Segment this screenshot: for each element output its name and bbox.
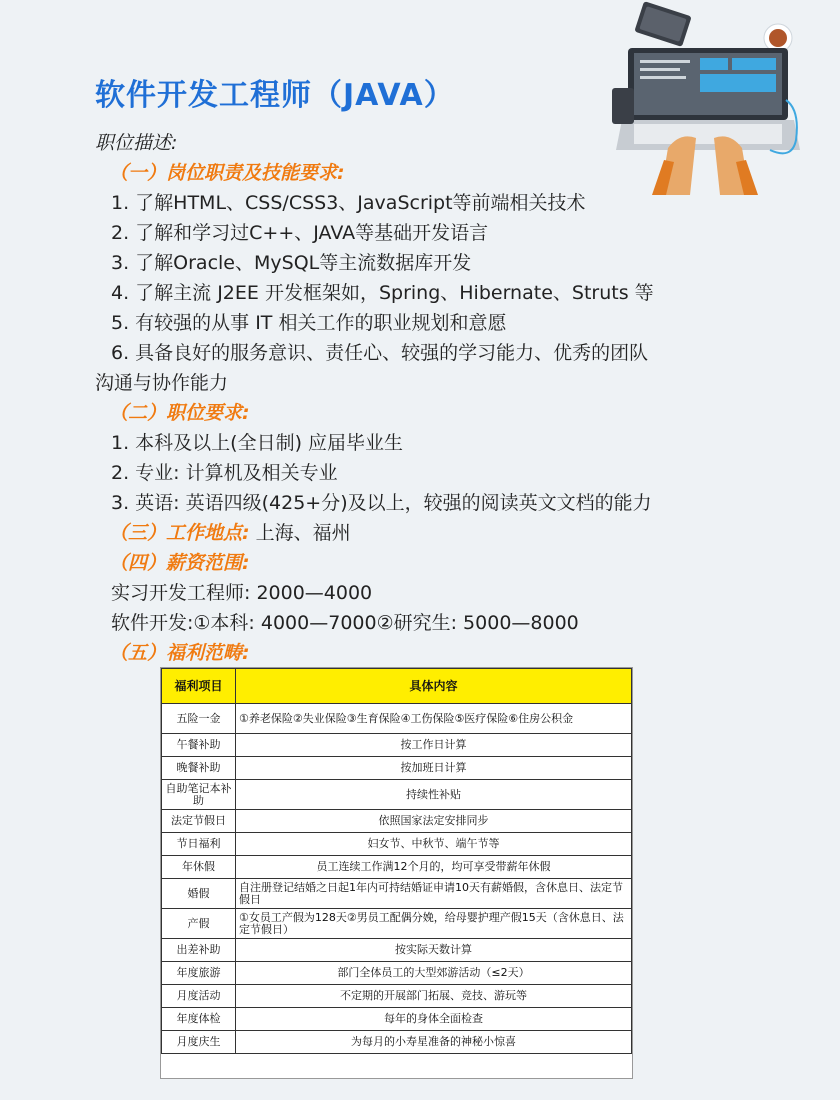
benefit-item: 婚假 <box>162 879 236 909</box>
benefit-content: 按实际天数计算 <box>236 939 632 962</box>
benefit-content: 不定期的开展部门拓展、竞技、游玩等 <box>236 985 632 1008</box>
benefit-content: 部门全体员工的大型郊游活动（≤2天） <box>236 962 632 985</box>
table-row <box>162 879 632 909</box>
job-description-heading: 职位描述: <box>95 132 178 154</box>
page-title: 软件开发工程师（JAVA） <box>95 78 455 113</box>
table-row <box>162 962 632 985</box>
benefit-item: 法定节假日 <box>162 810 236 833</box>
benefit-content: 按工作日计算 <box>236 734 632 757</box>
job-description <box>95 128 735 668</box>
section-location-heading: （三）工作地点: <box>109 522 250 544</box>
benefit-content: 员工连续工作满12个月的，均可享受带薪年休假 <box>236 856 632 879</box>
location-value: 上海、福州 <box>249 522 351 544</box>
duty-item: 3. 了解Oracle、MySQL等主流数据库开发 <box>111 252 472 274</box>
benefit-item: 五险一金 <box>162 704 236 734</box>
benefit-content: 每年的身体全面检查 <box>236 1008 632 1031</box>
benefit-item: 午餐补助 <box>162 734 236 757</box>
table-row <box>162 780 632 810</box>
duty-item: 5. 有较强的从事 IT 相关工作的职业规划和意愿 <box>111 312 507 334</box>
section-location <box>95 518 735 548</box>
table-row <box>162 1031 632 1054</box>
benefit-item: 产假 <box>162 909 236 939</box>
benefit-item: 月度活动 <box>162 985 236 1008</box>
table-row <box>162 856 632 879</box>
section-duties-heading: （一）岗位职责及技能要求: <box>109 162 345 184</box>
duty-item: 1. 了解HTML、CSS/CSS3、JavaScript等前端相关技术 <box>111 192 586 214</box>
benefit-content: 妇女节、中秋节、端午节等 <box>236 833 632 856</box>
benefit-item: 自助笔记本补助 <box>162 780 236 810</box>
requirement-item: 2. 专业: 计算机及相关专业 <box>111 462 338 484</box>
benefit-content: ①女员工产假为128天②男员工配偶分娩，给母婴护理产假15天（含休息日、法定节假日） <box>236 909 632 939</box>
benefit-content: 依照国家法定安排同步 <box>236 810 632 833</box>
benefits-table <box>160 667 633 1079</box>
duty-item: 4. 了解主流 J2EE 开发框架如，Spring、Hibernate、Struts 等 <box>111 282 654 304</box>
benefit-content: 按加班日计算 <box>236 757 632 780</box>
table-row <box>162 704 632 734</box>
duty-item-continued: 沟通与协作能力 <box>95 372 229 394</box>
duty-item: 6. 具备良好的服务意识、责任心、较强的学习能力、优秀的团队 <box>111 342 649 364</box>
requirement-item: 3. 英语: 英语四级(425+分)及以上，较强的阅读英文文档的能力 <box>111 492 652 514</box>
benefit-item: 月度庆生 <box>162 1031 236 1054</box>
duty-item: 2. 了解和学习过C++、JAVA等基础开发语言 <box>111 222 489 244</box>
table-row <box>162 757 632 780</box>
section-benefits-heading: （五）福利范畴: <box>109 642 250 664</box>
benefit-content: 为每月的小寿星准备的神秘小惊喜 <box>236 1031 632 1054</box>
salary-item: 软件开发:①本科: 4000—7000②研究生: 5000—8000 <box>111 612 579 634</box>
table-row <box>162 909 632 939</box>
benefit-item: 出差补助 <box>162 939 236 962</box>
benefit-content: 自注册登记结婚之日起1年内可持结婚证申请10天有薪婚假，含休息日、法定节假日 <box>236 879 632 909</box>
table-row <box>162 810 632 833</box>
table-row <box>162 734 632 757</box>
section-requirements-heading: （二）职位要求: <box>109 402 250 424</box>
table-row <box>162 939 632 962</box>
table-row <box>162 985 632 1008</box>
section-salary-heading: （四）薪资范围: <box>109 552 250 574</box>
benefit-content: ①养老保险②失业保险③生育保险④工伤保险⑤医疗保险⑥住房公积金 <box>236 704 632 734</box>
benefit-item: 晚餐补助 <box>162 757 236 780</box>
benefit-content: 持续性补贴 <box>236 780 632 810</box>
salary-item: 实习开发工程师: 2000—4000 <box>111 582 373 604</box>
table-row <box>162 1008 632 1031</box>
table-header-item: 福利项目 <box>162 669 236 704</box>
benefit-item: 节日福利 <box>162 833 236 856</box>
benefit-item: 年度旅游 <box>162 962 236 985</box>
requirement-item: 1. 本科及以上(全日制) 应届毕业生 <box>111 432 404 454</box>
table-row <box>162 833 632 856</box>
benefit-item: 年休假 <box>162 856 236 879</box>
benefit-item: 年度体检 <box>162 1008 236 1031</box>
table-header-content: 具体内容 <box>236 669 632 704</box>
